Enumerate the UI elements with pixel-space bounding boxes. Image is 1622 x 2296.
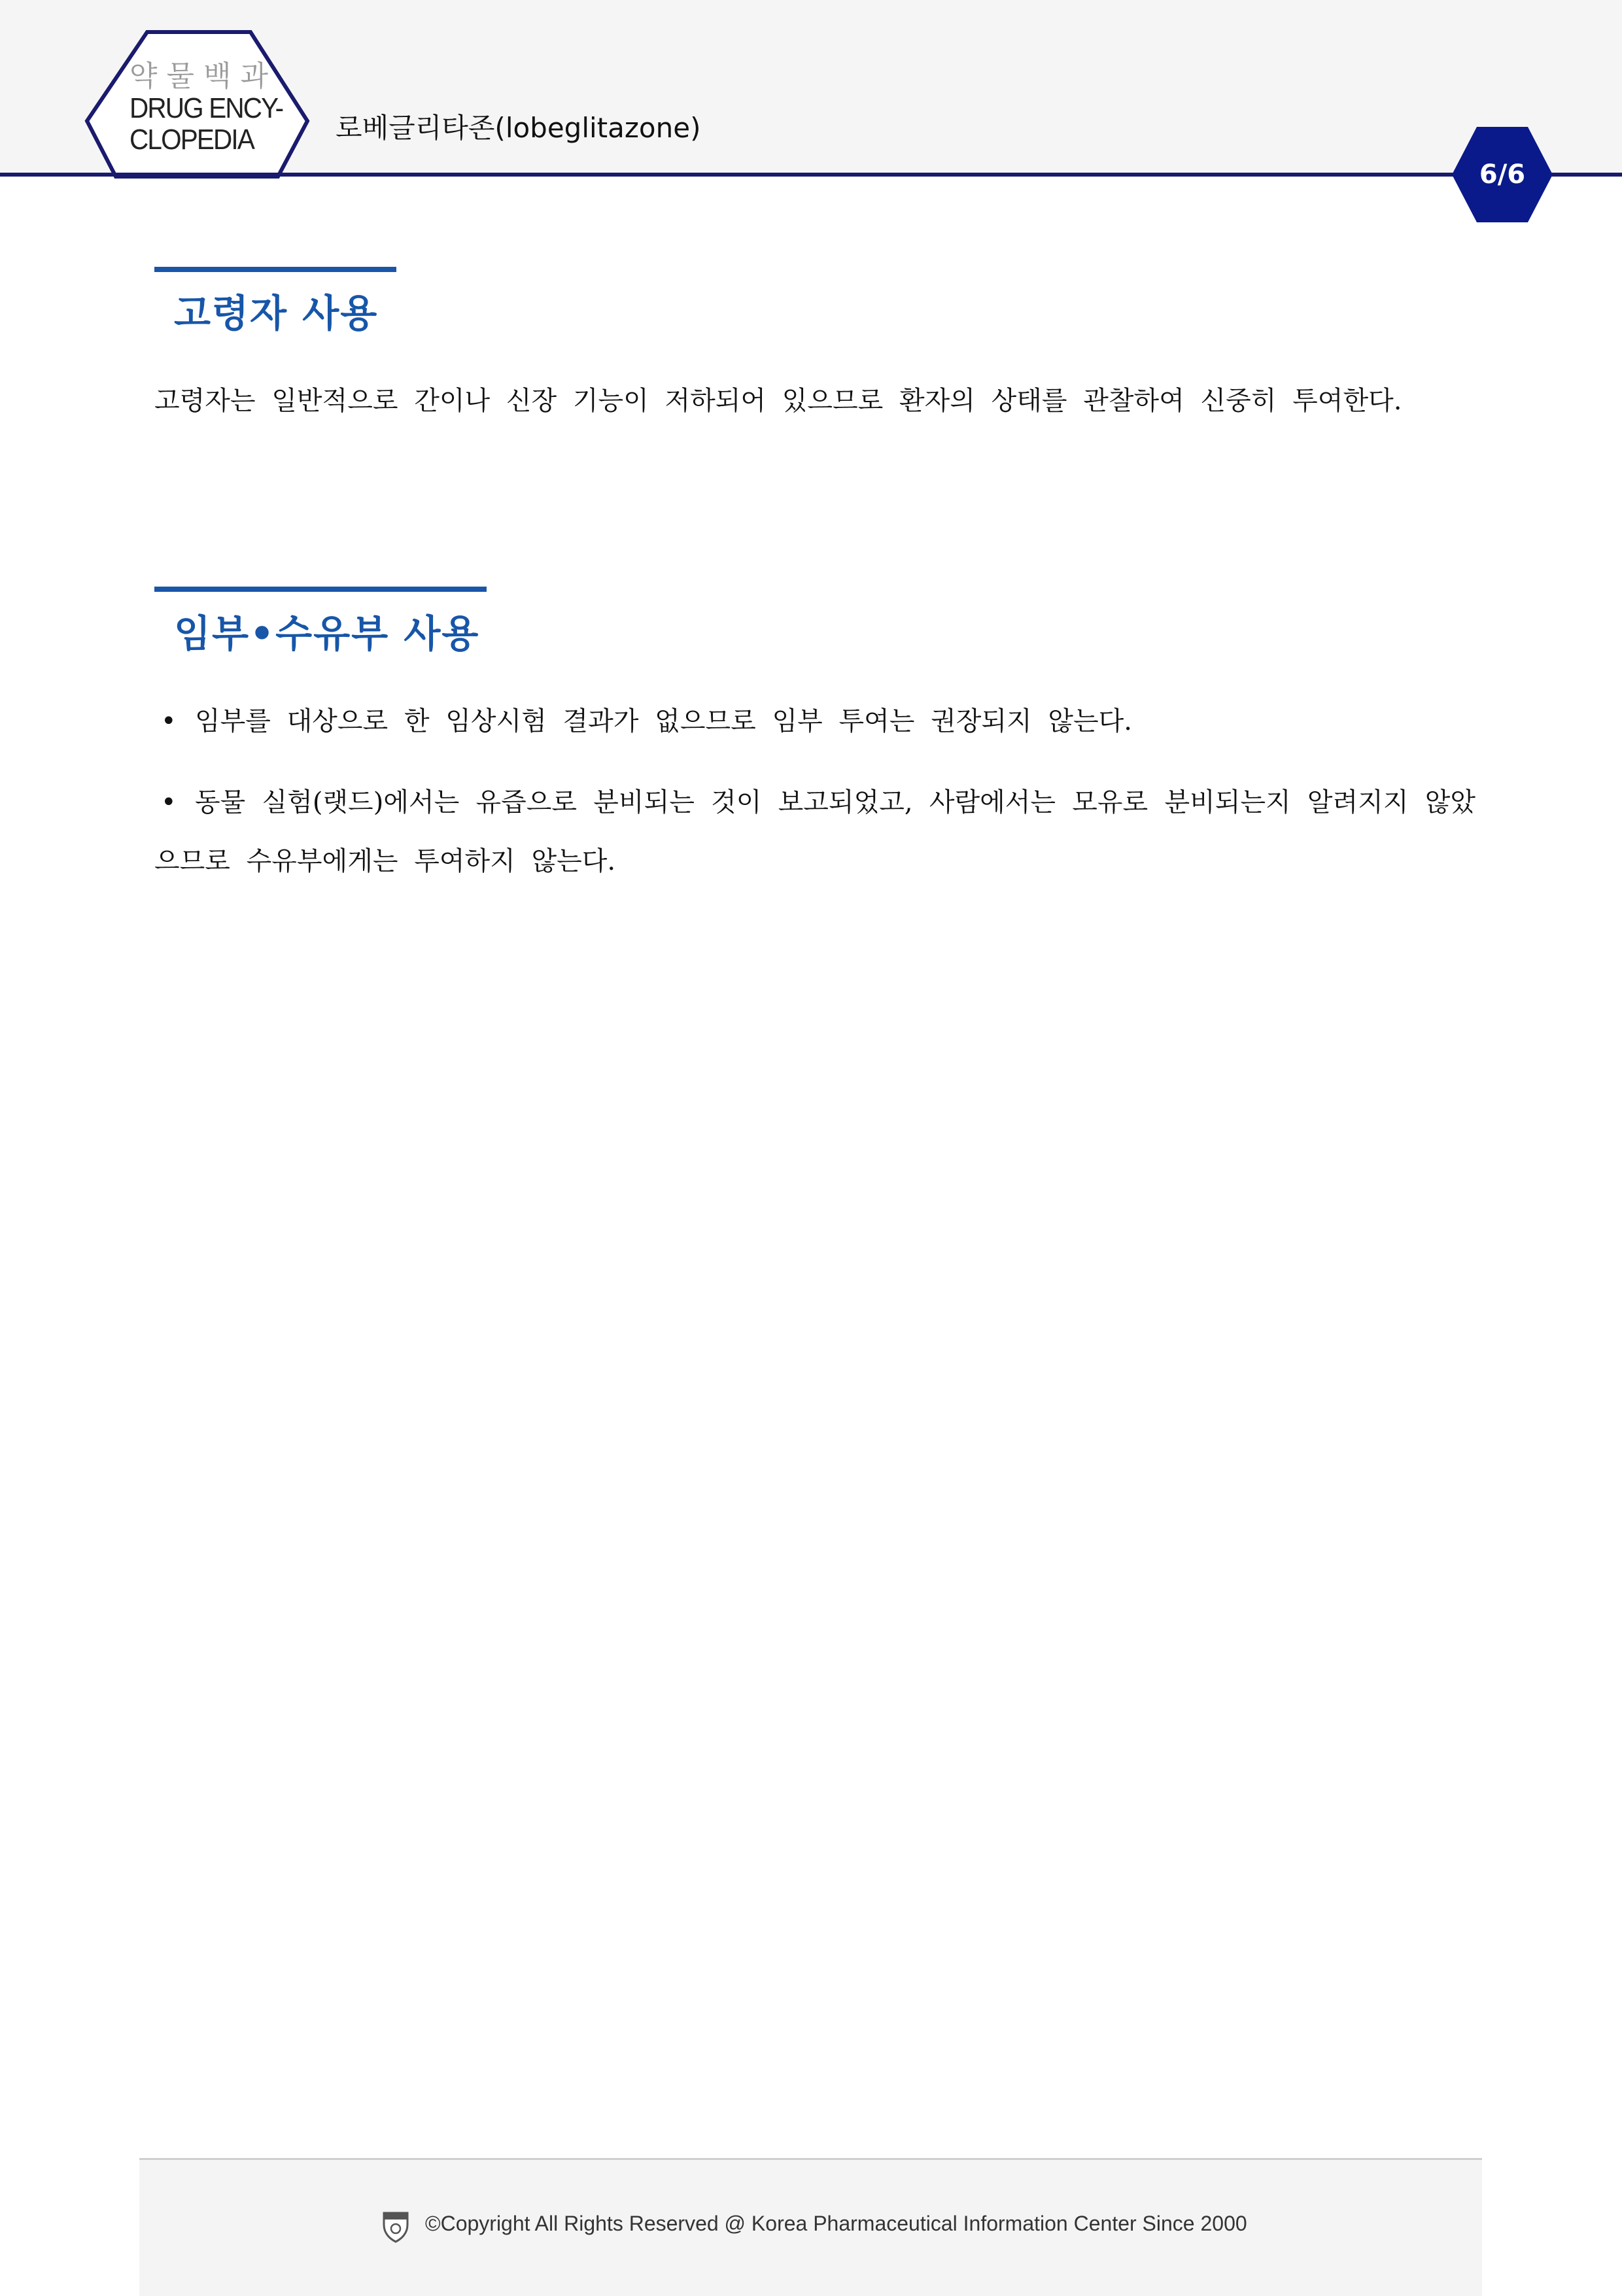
section-title-elderly: 고령자 사용 xyxy=(174,291,379,335)
bullet-item-lactation-text: 동물 실험(랫드)에서는 유즙으로 분비되는 것이 보고되었고, 사람에서는 모유로 분비되는지 알려지지 않았으므로 수유부에게는 투여하지 않는다. xyxy=(154,787,1475,876)
paragraph-elderly: 고령자는 일반적으로 간이나 신장 기능이 저하되어 있으므로 환자의 상태를 관찰하여 신중히 투여한다. xyxy=(154,386,1402,416)
drug-title: 로베글리타존(lobeglitazone) xyxy=(336,112,701,144)
logo-english-line2: CLOPEDIA xyxy=(129,124,254,156)
shield-emblem-icon xyxy=(381,2210,410,2243)
section-title-pregnancy: 임부•수유부 사용 xyxy=(174,611,480,656)
logo-english-line1: DRUG ENCY- xyxy=(129,92,283,124)
section-bar-elderly xyxy=(154,267,396,272)
logo-korean: 약물백과 xyxy=(129,60,278,92)
bullet-item-pregnancy: 임부를 대상으로 한 임상시험 결과가 없으므로 임부 투여는 권장되지 않는다. xyxy=(195,706,1132,736)
header-rule xyxy=(0,173,1622,177)
page-number: 6/6 xyxy=(1479,160,1526,190)
bullet-marker: • xyxy=(161,787,177,817)
footer-copyright: ©Copyright All Rights Reserved @ Korea Pharmaceutical Information Center Since 2000 xyxy=(425,2212,1247,2235)
bullet-item-lactation xyxy=(154,773,1475,891)
section-bar-pregnancy xyxy=(154,587,487,592)
bullet-marker: • xyxy=(161,706,177,736)
logo xyxy=(129,60,300,156)
